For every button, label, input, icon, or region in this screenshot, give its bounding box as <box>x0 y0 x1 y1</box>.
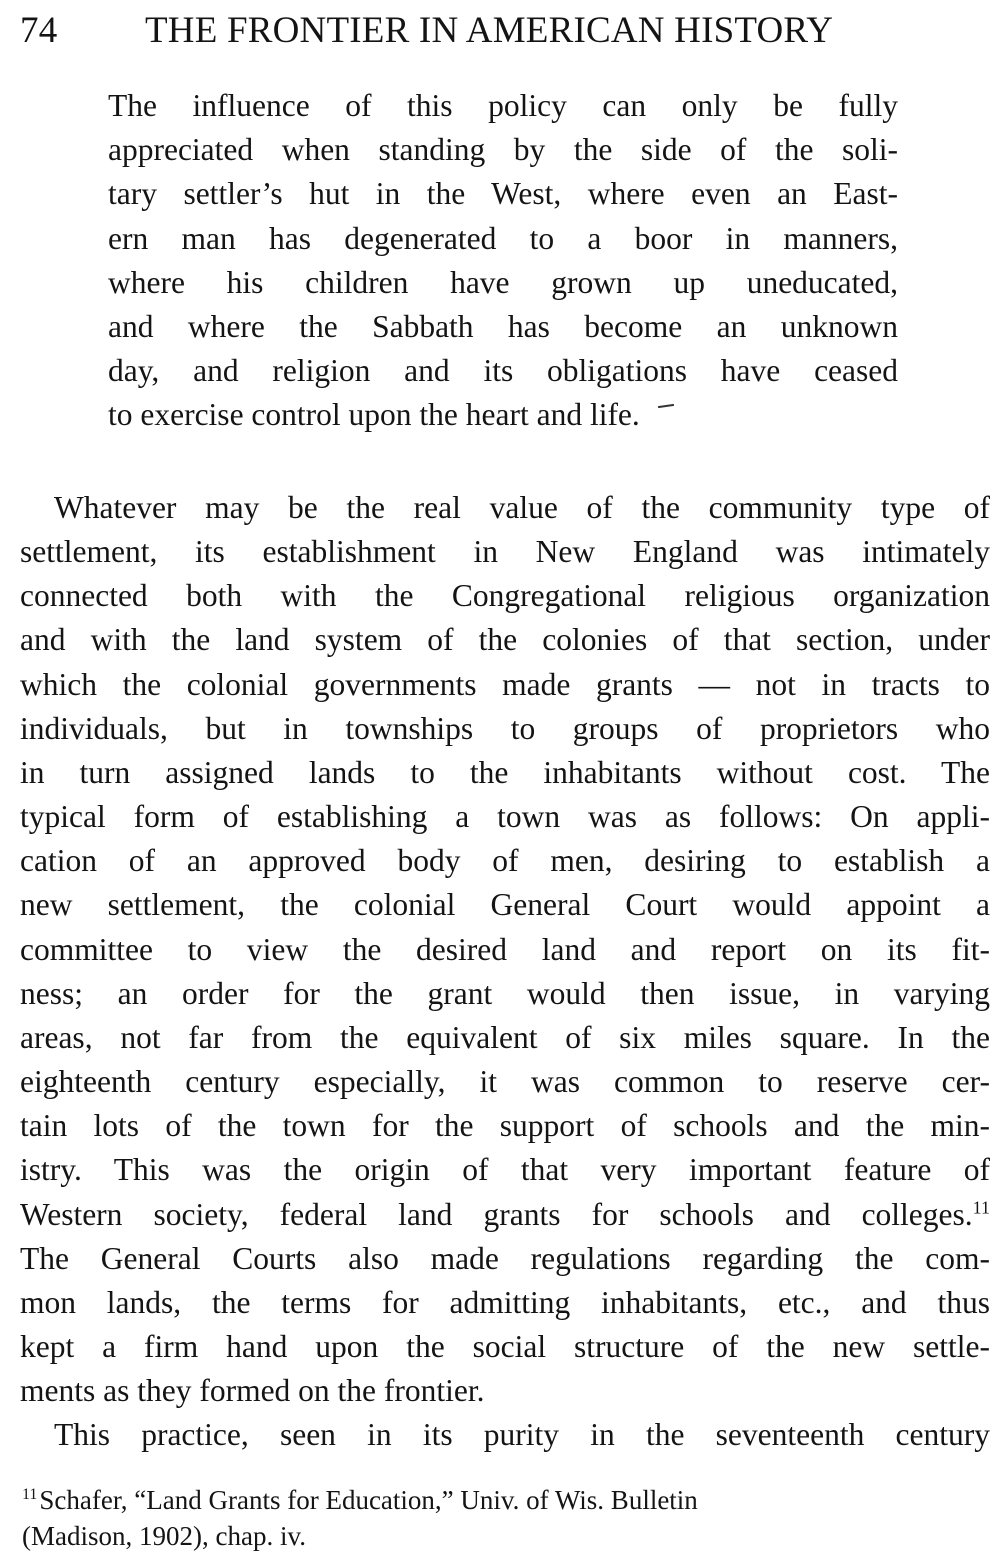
paragraph-line: in turn assigned lands to the inhabitants without cost. The <box>20 754 990 790</box>
quote-line-last <box>108 393 898 437</box>
paragraph-line: committee to view the desired land and report on its fit- <box>20 931 990 967</box>
body-text <box>20 486 990 1457</box>
quote-line: ern man has degenerated to a boor in manners, <box>108 220 898 256</box>
paragraph-line: The General Courts also made regulations regarding the com- <box>20 1240 990 1276</box>
paragraph-line-with-footnote <box>20 1193 990 1237</box>
paragraph-line: istry. This was the origin of that very important feature of <box>20 1152 990 1188</box>
footnote-line-2: (Madison, 1902), chap. iv. <box>22 1521 306 1551</box>
footnote-text: Schafer, “Land Grants for Education,” Univ. of Wis. Bulletin <box>39 1485 698 1515</box>
paragraph-line: tain lots of the town for the support of schools and the min- <box>20 1108 990 1144</box>
paragraph-line: ments as they formed on the frontier. <box>20 1373 485 1409</box>
paragraph-line-text: Western society, federal land grants for schools and colleges. <box>20 1196 973 1232</box>
paragraph-line: kept a firm hand upon the social structure of the new settle- <box>20 1328 990 1364</box>
paragraph-line: and with the land system of the colonies of that section, under <box>20 622 990 658</box>
paragraph-line: which the colonial governments made grants — not in tracts to <box>20 666 990 702</box>
paragraph-line: typical form of establishing a town was as follows: On appli- <box>20 799 990 835</box>
quote-line-text: to exercise control upon the heart and life. <box>108 397 640 433</box>
running-title: THE FRONTIER IN AMERICAN HISTORY <box>145 10 834 51</box>
footnote-line-1 <box>22 1482 984 1518</box>
quote-line: The influence of this policy can only be fully <box>108 88 898 123</box>
paragraph-line: connected both with the Congregational religious organization <box>20 578 990 614</box>
page-number: 74 <box>20 10 58 51</box>
paragraph-line: new settlement, the colonial General Court would appoint a <box>20 887 990 923</box>
block-quote <box>108 84 898 438</box>
paragraph-line: individuals, but in townships to groups of proprietors who <box>20 710 990 746</box>
quote-line: and where the Sabbath has become an unknown <box>108 309 898 345</box>
quote-line: day, and religion and its obligations have ceased <box>108 353 898 389</box>
paragraph-line: areas, not far from the equivalent of six miles square. In the <box>20 1019 990 1055</box>
paragraph-line: settlement, its establishment in New England was intimately <box>20 534 990 570</box>
quote-line: appreciated when standing by the side of the soli- <box>108 132 898 168</box>
paragraph2-first-line: This practice, seen in its purity in the seventeenth century <box>54 1417 990 1453</box>
paragraph-line: Whatever may be the real value of the community type of <box>54 490 990 525</box>
paragraph-line: mon lands, the terms for admitting inhabitants, etc., and thus <box>20 1284 990 1320</box>
paragraph-line: ness; an order for the grant would then issue, in varying <box>20 975 990 1011</box>
footnote <box>22 1482 984 1554</box>
paragraph-line: eighteenth century especially, it was common to reserve cer- <box>20 1064 990 1100</box>
footnote-marker: 11 <box>22 1486 38 1503</box>
paragraph-line: cation of an approved body of men, desiring to establish a <box>20 843 990 879</box>
footnote-reference[interactable]: 11 <box>972 1197 990 1217</box>
quote-line: tary settler’s hut in the West, where even an East- <box>108 176 898 212</box>
stray-mark <box>658 404 674 408</box>
running-head <box>20 6 980 56</box>
quote-line: where his children have grown up uneducated, <box>108 264 898 300</box>
